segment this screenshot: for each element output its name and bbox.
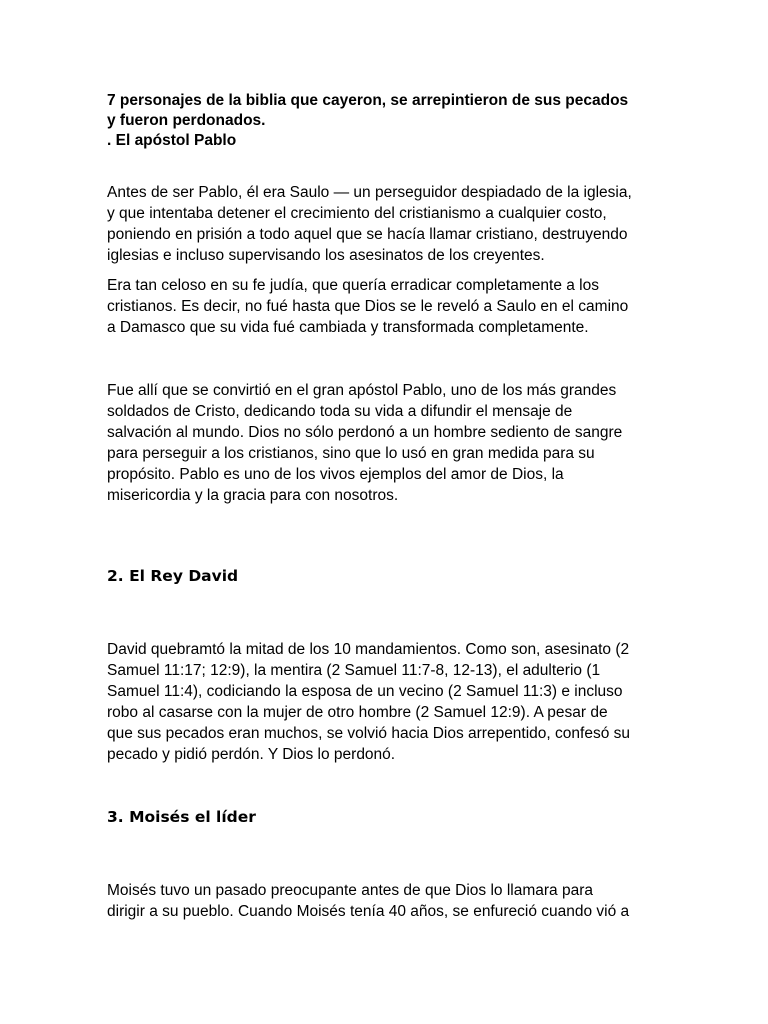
text-line: poniendo en prisión a todo aquel que se hacía llamar cristiano, destruyendo	[107, 226, 628, 243]
paragraph-pablo-zeal	[107, 275, 667, 338]
section-2-heading: 2. El Rey David	[107, 567, 239, 585]
title-line: y fueron perdonados.	[107, 112, 266, 129]
text-line: para perseguir a los cristianos, sino que lo usó en gran medida para su	[107, 445, 595, 462]
text-line: Moisés tuvo un pasado preocupante antes de que Dios lo llamara para	[107, 882, 593, 899]
text-line: soldados de Cristo, dedicando toda su vida a difundir el mensaje de	[107, 403, 573, 420]
text-line: robo al casarse con la mujer de otro hombre (2 Samuel 12:9). A pesar de	[107, 704, 608, 721]
text-line: salvación al mundo. Dios no sólo perdonó a un hombre sediento de sangre	[107, 424, 623, 441]
text-line: Samuel 11:17; 12:9), la mentira (2 Samuel 11:7-8, 12-13), el adulterio (1	[107, 662, 601, 679]
text-line: misericordia y la gracia para con nosotros.	[107, 487, 399, 504]
text-line: iglesias e incluso supervisando los asesinatos de los creyentes.	[107, 247, 545, 264]
text-line: que sus pecados eran muchos, se volvió hacia Dios arrepentido, confesó su	[107, 725, 630, 742]
text-line: Samuel 11:4), codiciando la esposa de un vecino (2 Samuel 11:3) e incluso	[107, 683, 623, 700]
text-line: propósito. Pablo es uno de los vivos ejemplos del amor de Dios, la	[107, 466, 564, 483]
paragraph-moises	[107, 880, 667, 922]
text-line: Antes de ser Pablo, él era Saulo — un perseguidor despiadado de la iglesia,	[107, 184, 632, 201]
paragraph-pablo-intro	[107, 182, 667, 266]
text-line: pecado y pidió perdón. Y Dios lo perdonó.	[107, 746, 396, 763]
text-line: y que intentaba detener el crecimiento del cristianismo a cualquier costo,	[107, 205, 607, 222]
paragraph-pablo-conversion	[107, 380, 667, 506]
text-line: Era tan celoso en su fe judía, que quería erradicar completamente a los	[107, 277, 599, 294]
document-title	[107, 91, 667, 151]
text-line: cristianos. Es decir, no fué hasta que Dios se le reveló a Saulo en el camino	[107, 298, 629, 315]
text-line: David quebramtó la mitad de los 10 mandamientos. Como son, asesinato (2	[107, 641, 630, 658]
text-line: Fue allí que se convirtió en el gran apóstol Pablo, uno de los más grandes	[107, 382, 617, 399]
text-line: dirigir a su pueblo. Cuando Moisés tenía 40 años, se enfureció cuando vió a	[107, 903, 630, 920]
paragraph-david	[107, 639, 667, 765]
title-line: 7 personajes de la biblia que cayeron, se arrepintieron de sus pecados	[107, 92, 629, 109]
section-3-heading: 3. Moisés el líder	[107, 808, 256, 826]
section-1-heading: . El apóstol Pablo	[107, 132, 237, 149]
text-line: a Damasco que su vida fué cambiada y transformada completamente.	[107, 319, 589, 336]
